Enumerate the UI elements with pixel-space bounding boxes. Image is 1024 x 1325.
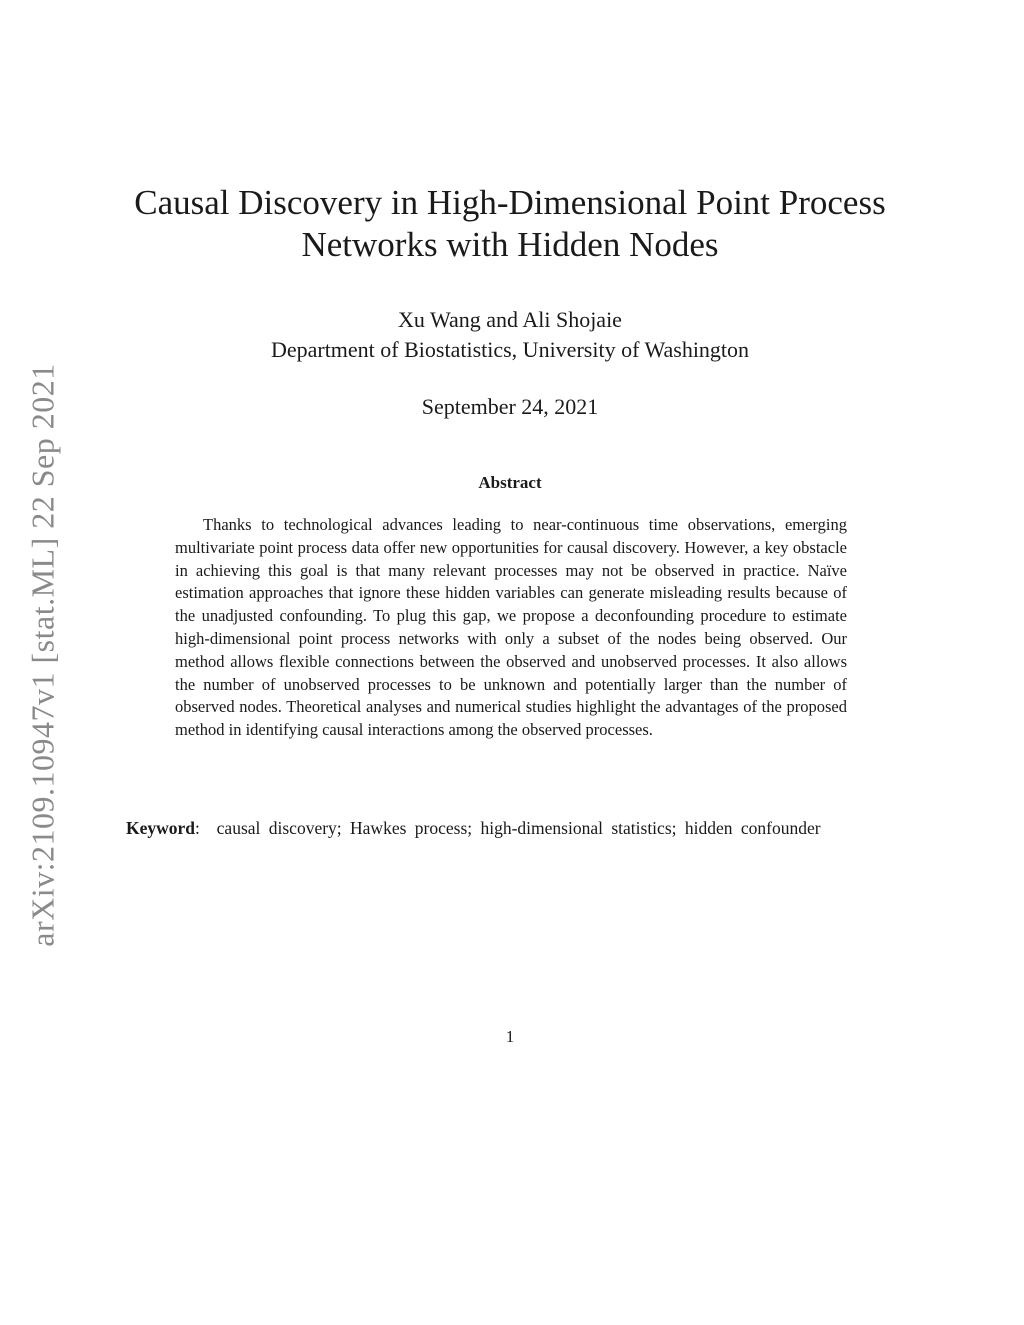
paper-title-line-2: Networks with Hidden Nodes [301, 225, 719, 264]
author-block [110, 305, 910, 365]
keywords-list: causal discovery; Hawkes process; high-dimensional statistics; hidden confounder [216, 818, 821, 838]
author-names: Xu Wang and Ali Shojaie [398, 307, 622, 332]
arxiv-identifier[interactable]: arXiv:2109.10947v1 [stat.ML] 22 Sep 2021 [24, 363, 61, 947]
keywords-label: Keyword [126, 818, 196, 838]
paper-title [110, 182, 910, 266]
abstract-heading: Abstract [478, 473, 542, 492]
keywords-line: Keyword: causal discovery; Hawkes process; high-dimensional statistics; hidden confounder [126, 818, 821, 838]
author-affiliation: Department of Biostatistics, University of Washington [270, 337, 750, 362]
page-number: 1 [505, 1027, 515, 1046]
publication-date: September 24, 2021 [421, 394, 599, 419]
abstract-text: Thanks to technological advances leading to near-continuous time observations, emerging multivariate point process data offer new opportunities for causal discovery. However, a key obstacle in achieving this goal is that many relevant processes may not be observed in practice. Naïve estimation approaches that ignore these hidden variables can generate misleading results because of the unadjusted confounding. To plug this gap, we propose a deconfounding procedure to estimate high-dimensional point process networks with only a subset of the nodes being observed. Our method allows flexible connections between the observed and unobserved processes. It also allows the number of unobserved processes to be unknown and potentially larger than the number of observed nodes. Theoretical analyses and numerical studies highlight the advantages of the proposed method in identifying causal interactions among the observed processes. [175, 515, 847, 740]
paper-title-line-1: Causal Discovery in High-Dimensional Point Process [134, 183, 886, 222]
